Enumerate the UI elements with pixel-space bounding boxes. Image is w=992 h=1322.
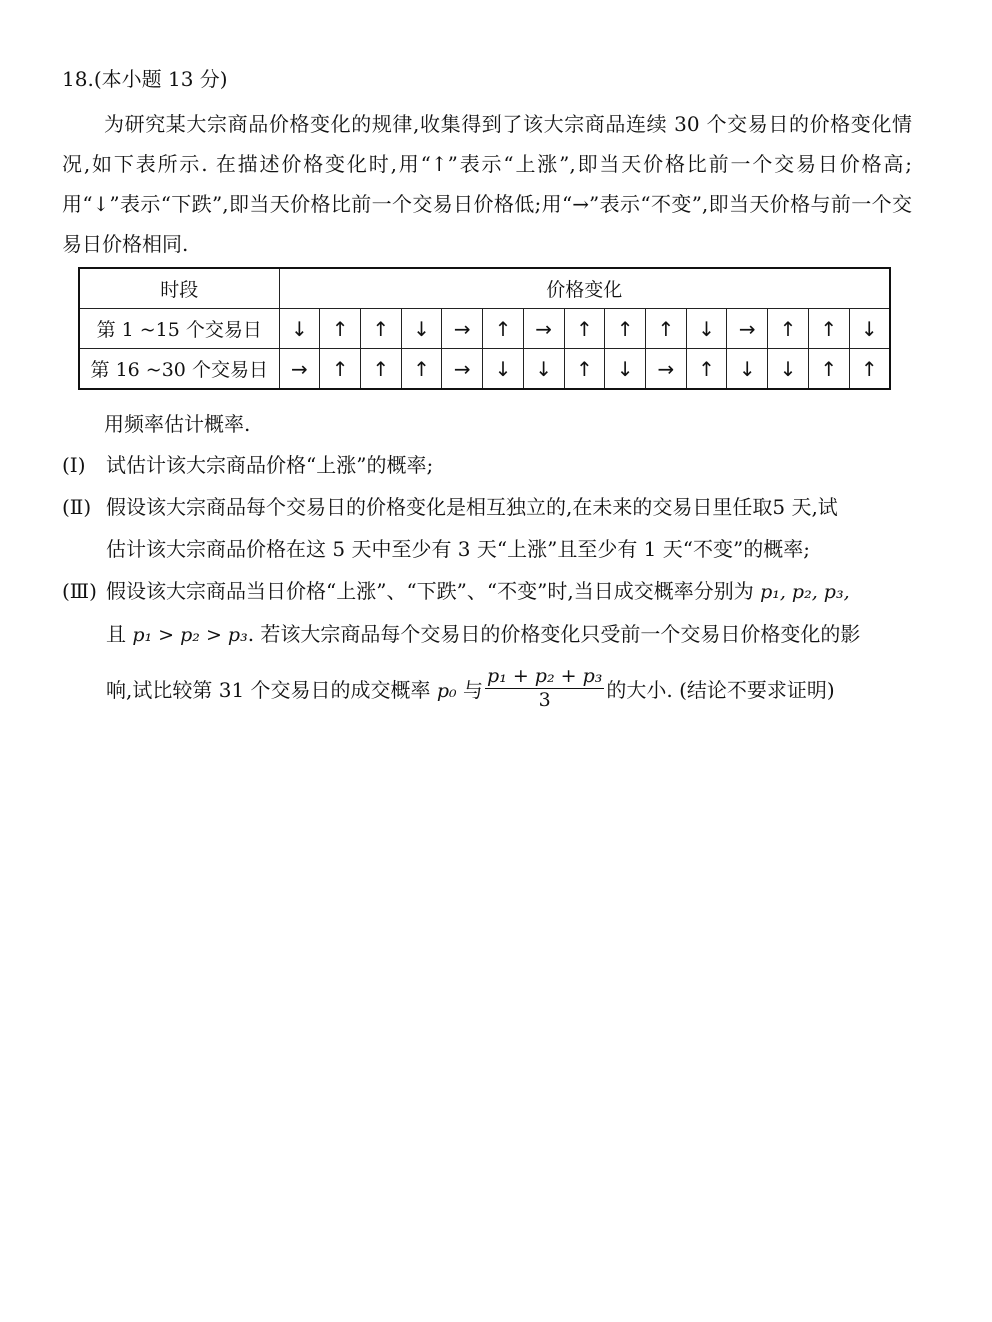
arrow-cell: → — [645, 349, 686, 390]
arrow-cell: ↑ — [849, 349, 890, 390]
arrow-cell: ↑ — [768, 309, 809, 349]
row-period-label: 第 1 ~15 个交易日 — [79, 309, 279, 349]
question-3-line-1-text: 假设该大宗商品当日价格“上涨”、“下跌”、“不变”时,当日成交概率分别为 — [106, 579, 754, 603]
probability-list: p₁, p₂, p₃, — [760, 581, 850, 603]
question-2 — [62, 486, 912, 570]
problem-number: 18. — [62, 67, 94, 91]
arrow-cell: → — [442, 309, 483, 349]
arrow-cell: ↑ — [605, 309, 646, 349]
arrow-cell: ↑ — [483, 309, 524, 349]
problem-score: (本小题 13 分) — [93, 67, 228, 91]
question-3-line-3-middle: 与 — [463, 678, 484, 702]
probability-p0: p₀ — [436, 680, 457, 702]
question-3-line-3-suffix: 的大小. (结论不要求证明) — [606, 678, 835, 702]
question-3-line-2-prefix: 且 — [106, 622, 126, 646]
question-1-mark: (Ⅰ) — [62, 453, 86, 477]
question-1-text: 试估计该大宗商品价格“上涨”的概率; — [106, 453, 434, 477]
arrow-cell: ↓ — [768, 349, 809, 390]
question-2-line-2: 估计该大宗商品价格在这 5 天中至少有 3 天“上涨”且至少有 1 天“不变”的概率; — [106, 537, 810, 561]
arrow-cell: ↑ — [401, 349, 442, 390]
question-3-line-3-prefix: 响,试比较第 31 个交易日的成交概率 — [106, 678, 431, 702]
price-change-table — [78, 267, 891, 390]
arrow-cell: ↓ — [605, 349, 646, 390]
arrow-cell: → — [442, 349, 483, 390]
fraction-denominator: 3 — [538, 689, 551, 711]
header-period: 时段 — [79, 268, 279, 309]
arrow-cell: ↑ — [564, 349, 605, 390]
arrow-cell: ↓ — [686, 309, 727, 349]
problem-intro: 为研究某大宗商品价格变化的规律,收集得到了该大宗商品连续 30 个交易日的价格变化情况,如下表所示. 在描述价格变化时,用“↑”表示“上涨”,即当天价格比前一个交易日价格高;用“↓”表示“下跌”,即当天价格比前一个交易日价格低;用“→”表示“不变”,即当天价格与前一个交易日价格相同. — [62, 112, 912, 256]
arrow-cell: ↑ — [320, 349, 361, 390]
question-2-line-1: 假设该大宗商品每个交易日的价格变化是相互独立的,在未来的交易日里任取5 天,试 — [106, 495, 838, 519]
table-header-row — [79, 268, 890, 309]
arrow-cell: ↑ — [360, 309, 401, 349]
question-3-line-1 — [106, 570, 912, 613]
arrow-cell: ↑ — [686, 349, 727, 390]
table-row — [79, 309, 890, 349]
question-1 — [62, 444, 912, 486]
question-3-line-3 — [106, 665, 912, 715]
arrow-cell: → — [727, 309, 768, 349]
arrow-cell: ↑ — [320, 309, 361, 349]
question-3-line-2-suffix: . 若该大宗商品每个交易日的价格变化只受前一个交易日价格变化的影 — [247, 622, 861, 646]
questions-section — [62, 404, 912, 715]
arrow-cell: ↓ — [483, 349, 524, 390]
arrow-cell: ↓ — [727, 349, 768, 390]
header-price-change: 价格变化 — [279, 268, 890, 309]
arrow-cell: ↓ — [523, 349, 564, 390]
arrow-cell: → — [279, 349, 320, 390]
question-3-line-2 — [106, 613, 912, 656]
arrow-cell: → — [523, 309, 564, 349]
arrow-cell: ↑ — [360, 349, 401, 390]
arrow-cell: ↑ — [645, 309, 686, 349]
question-3-mark: (Ⅲ) — [62, 579, 97, 603]
probability-order: p₁ > p₂ > p₃ — [132, 624, 248, 646]
arrow-cell: ↓ — [849, 309, 890, 349]
average-fraction — [485, 664, 604, 711]
question-2-mark: (Ⅱ) — [62, 495, 92, 519]
arrow-cell: ↓ — [401, 309, 442, 349]
arrow-cell: ↑ — [808, 309, 849, 349]
row-period-label: 第 16 ~30 个交易日 — [79, 349, 279, 390]
probability-hint: 用频率估计概率. — [104, 412, 251, 436]
table-row — [79, 349, 890, 390]
question-3 — [62, 570, 912, 715]
arrow-cell: ↑ — [564, 309, 605, 349]
fraction-numerator: p₁ + p₂ + p₃ — [487, 665, 603, 687]
arrow-cell: ↑ — [808, 349, 849, 390]
problem-header — [62, 64, 228, 94]
arrow-cell: ↓ — [279, 309, 320, 349]
